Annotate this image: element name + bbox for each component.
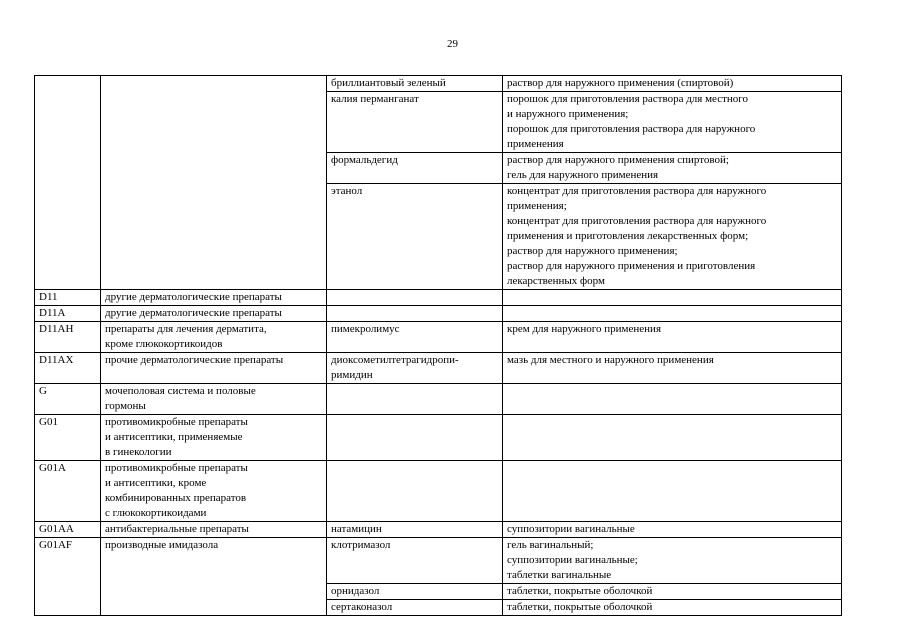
drug-name-cell — [327, 461, 503, 522]
drug-classification-table — [34, 75, 842, 616]
atc-code-cell: D11A — [35, 306, 101, 322]
dosage-form-cell: раствор для наружного применения спиртовой; гель для наружного применения — [503, 153, 842, 184]
dosage-form-cell — [503, 290, 842, 306]
table-row — [35, 290, 842, 306]
group-name-cell — [101, 76, 327, 290]
table-row — [35, 415, 842, 461]
group-name-cell: мочеполовая система и половые гормоны — [101, 384, 327, 415]
table-row — [35, 461, 842, 522]
group-name-cell: противомикробные препараты и антисептики, кроме комбинированных препаратов с глюкокортикоидами — [101, 461, 327, 522]
table-row — [35, 76, 842, 92]
table-row — [35, 306, 842, 322]
drug-name-cell — [327, 415, 503, 461]
dosage-form-cell — [503, 306, 842, 322]
table-row — [35, 384, 842, 415]
atc-code-cell: D11AX — [35, 353, 101, 384]
group-name-cell: препараты для лечения дерматита, кроме глюкокортикоидов — [101, 322, 327, 353]
atc-code-cell: G01 — [35, 415, 101, 461]
table-row — [35, 353, 842, 384]
drug-name-cell: сертаконазол — [327, 600, 503, 616]
dosage-form-cell: раствор для наружного применения (спиртовой) — [503, 76, 842, 92]
atc-code-cell: G — [35, 384, 101, 415]
dosage-form-cell: мазь для местного и наружного применения — [503, 353, 842, 384]
group-name-cell: прочие дерматологические препараты — [101, 353, 327, 384]
drug-name-cell — [327, 290, 503, 306]
atc-code-cell — [35, 76, 101, 290]
dosage-form-cell — [503, 415, 842, 461]
group-name-cell: другие дерматологические препараты — [101, 290, 327, 306]
table-row — [35, 538, 842, 584]
dosage-form-cell: крем для наружного применения — [503, 322, 842, 353]
atc-code-cell: D11AH — [35, 322, 101, 353]
dosage-form-cell — [503, 384, 842, 415]
atc-code-cell: G01AA — [35, 522, 101, 538]
atc-code-cell: G01AF — [35, 538, 101, 616]
drug-name-cell: орнидазол — [327, 584, 503, 600]
drug-name-cell: этанол — [327, 184, 503, 290]
dosage-form-cell: гель вагинальный; суппозитории вагинальные; таблетки вагинальные — [503, 538, 842, 584]
group-name-cell: другие дерматологические препараты — [101, 306, 327, 322]
drug-name-cell — [327, 306, 503, 322]
drug-name-cell — [327, 384, 503, 415]
group-name-cell: противомикробные препараты и антисептики, применяемые в гинекологии — [101, 415, 327, 461]
table-row — [35, 522, 842, 538]
drug-name-cell: бриллиантовый зеленый — [327, 76, 503, 92]
drug-name-cell: клотримазол — [327, 538, 503, 584]
drug-name-cell: формальдегид — [327, 153, 503, 184]
atc-code-cell: D11 — [35, 290, 101, 306]
drug-name-cell: диоксометилтетрагидропи- римидин — [327, 353, 503, 384]
dosage-form-cell: таблетки, покрытые оболочкой — [503, 584, 842, 600]
atc-code-cell: G01A — [35, 461, 101, 522]
table-row — [35, 322, 842, 353]
group-name-cell: антибактериальные препараты — [101, 522, 327, 538]
dosage-form-cell: концентрат для приготовления раствора для наружного применения; концентрат для приготовления раствора для наружного применения и приготовления лекарственных форм; раствор для наружного применения; раствор для наружного применения и приготовления лекарственных форм — [503, 184, 842, 290]
group-name-cell: производные имидазола — [101, 538, 327, 616]
drug-name-cell: пимекролимус — [327, 322, 503, 353]
drug-name-cell: натамицин — [327, 522, 503, 538]
page-number: 29 — [447, 38, 458, 50]
drug-name-cell: калия перманганат — [327, 92, 503, 153]
dosage-form-cell: суппозитории вагинальные — [503, 522, 842, 538]
dosage-form-cell: таблетки, покрытые оболочкой — [503, 600, 842, 616]
dosage-form-cell — [503, 461, 842, 522]
dosage-form-cell: порошок для приготовления раствора для местного и наружного применения; порошок для приготовления раствора для наружного применения — [503, 92, 842, 153]
